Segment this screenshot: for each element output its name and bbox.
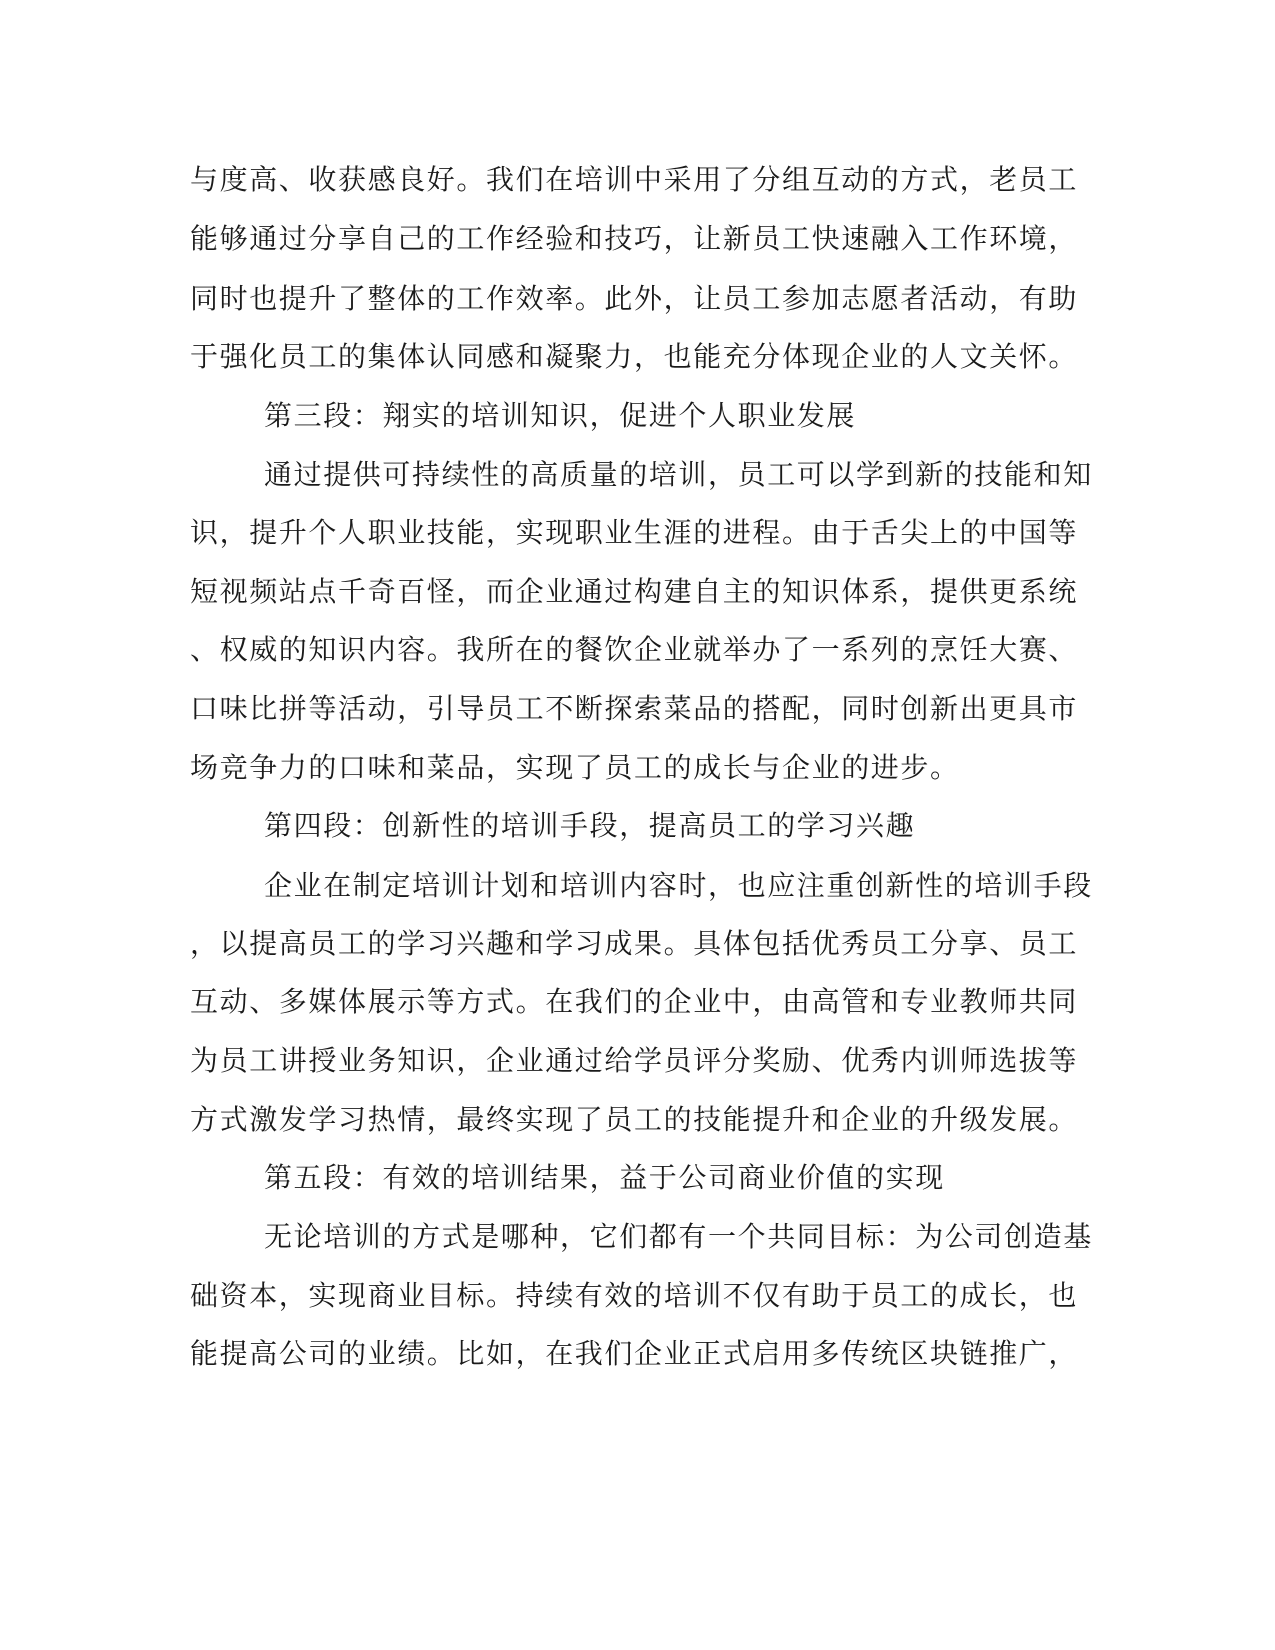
paragraph-line: 企业在制定培训计划和培训内容时，也应注重创新性的培训手段 — [264, 869, 1093, 902]
paragraph-line: 同时也提升了整体的工作效率。此外，让员工参加志愿者活动，有助 — [190, 282, 1079, 315]
paragraph-line: 为员工讲授业务知识，企业通过给学员评分奖励、优秀内训师选拔等 — [190, 1044, 1079, 1077]
paragraph-line: 无论培训的方式是哪种，它们都有一个共同目标：为公司创造基 — [264, 1220, 1093, 1253]
paragraph-line: 于强化员工的集体认同感和凝聚力，也能充分体现企业的人文关怀。 — [190, 340, 1079, 373]
paragraph-line: 通过提供可持续性的高质量的培训，员工可以学到新的技能和知 — [264, 458, 1093, 491]
paragraph-line: 识，提升个人职业技能，实现职业生涯的进程。由于舌尖上的中国等 — [190, 516, 1079, 549]
paragraph-line: 口味比拼等活动，引导员工不断探索菜品的搭配，同时创新出更具市 — [190, 692, 1079, 725]
paragraph-line: 能够通过分享自己的工作经验和技巧，让新员工快速融入工作环境， — [190, 222, 1079, 255]
section-heading-3: 第三段：翔实的培训知识，促进个人职业发展 — [264, 399, 857, 432]
paragraph-line: 、权威的知识内容。我所在的餐饮企业就举办了一系列的烹饪大赛、 — [190, 633, 1079, 666]
paragraph-line: 与度高、收获感良好。我们在培训中采用了分组互动的方式，老员工 — [190, 163, 1079, 196]
paragraph-line: 础资本，实现商业目标。持续有效的培训不仅有助于员工的成长，也 — [190, 1279, 1079, 1312]
paragraph-line: 能提高公司的业绩。比如，在我们企业正式启用多传统区块链推广， — [190, 1337, 1079, 1370]
section-heading-4: 第四段：创新性的培训手段，提高员工的学习兴趣 — [264, 809, 916, 842]
paragraph-line: 短视频站点千奇百怪，而企业通过构建自主的知识体系，提供更系统 — [190, 575, 1079, 608]
section-heading-5: 第五段：有效的培训结果，益于公司商业价值的实现 — [264, 1161, 945, 1194]
paragraph-line: 场竞争力的口味和菜品，实现了员工的成长与企业的进步。 — [190, 751, 960, 784]
paragraph-line: 方式激发学习热情，最终实现了员工的技能提升和企业的升级发展。 — [190, 1103, 1079, 1136]
paragraph-line: 互动、多媒体展示等方式。在我们的企业中，由高管和专业教师共同 — [190, 985, 1079, 1018]
paragraph-line: ，以提高员工的学习兴趣和学习成果。具体包括优秀员工分享、员工 — [190, 927, 1079, 960]
